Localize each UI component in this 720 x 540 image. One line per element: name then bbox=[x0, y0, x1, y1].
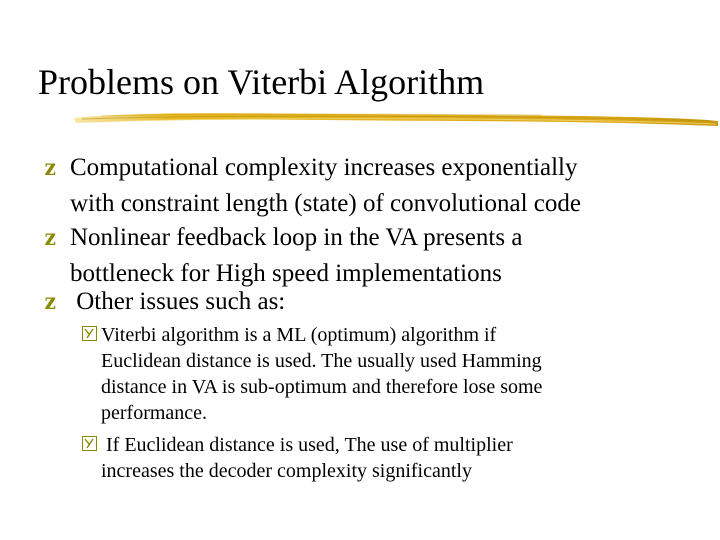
bullet-item bbox=[44, 150, 684, 222]
sub-bullet-line: Viterbi algorithm is a ML (optimum) algorithm if bbox=[101, 324, 497, 346]
y-box-icon bbox=[82, 326, 97, 341]
bullet-line: Other issues such as: bbox=[70, 288, 286, 315]
sub-bullet-item bbox=[82, 322, 662, 426]
sub-bullet-line: If Euclidean distance is used, The use of multiplier bbox=[101, 434, 513, 456]
sub-bullet-line: Euclidean distance is used. The usually used Hamming bbox=[101, 350, 542, 372]
bullet-marker-icon: z bbox=[44, 155, 56, 181]
bullet-line: bottleneck for High speed implementations bbox=[70, 260, 502, 287]
title-underline-brushstroke bbox=[72, 106, 720, 134]
y-box-icon bbox=[82, 436, 97, 451]
slide-title: Problems on Viterbi Algorithm bbox=[38, 62, 485, 102]
bullet-marker-icon: z bbox=[44, 225, 56, 251]
bullet-marker-icon: z bbox=[44, 289, 56, 315]
bullet-item bbox=[44, 220, 684, 292]
sub-bullet-line: performance. bbox=[101, 402, 208, 424]
bullet-line: Nonlinear feedback loop in the VA presents a bbox=[70, 224, 523, 251]
bullet-item bbox=[44, 284, 684, 320]
sub-bullet-line: distance in VA is sub-optimum and therefore lose some bbox=[101, 376, 543, 398]
bullet-line: Computational complexity increases exponentially bbox=[70, 154, 578, 181]
bullet-line: with constraint length (state) of convolutional code bbox=[70, 190, 581, 217]
sub-bullet-line: increases the decoder complexity significantly bbox=[101, 460, 472, 482]
sub-bullet-item bbox=[82, 432, 662, 484]
